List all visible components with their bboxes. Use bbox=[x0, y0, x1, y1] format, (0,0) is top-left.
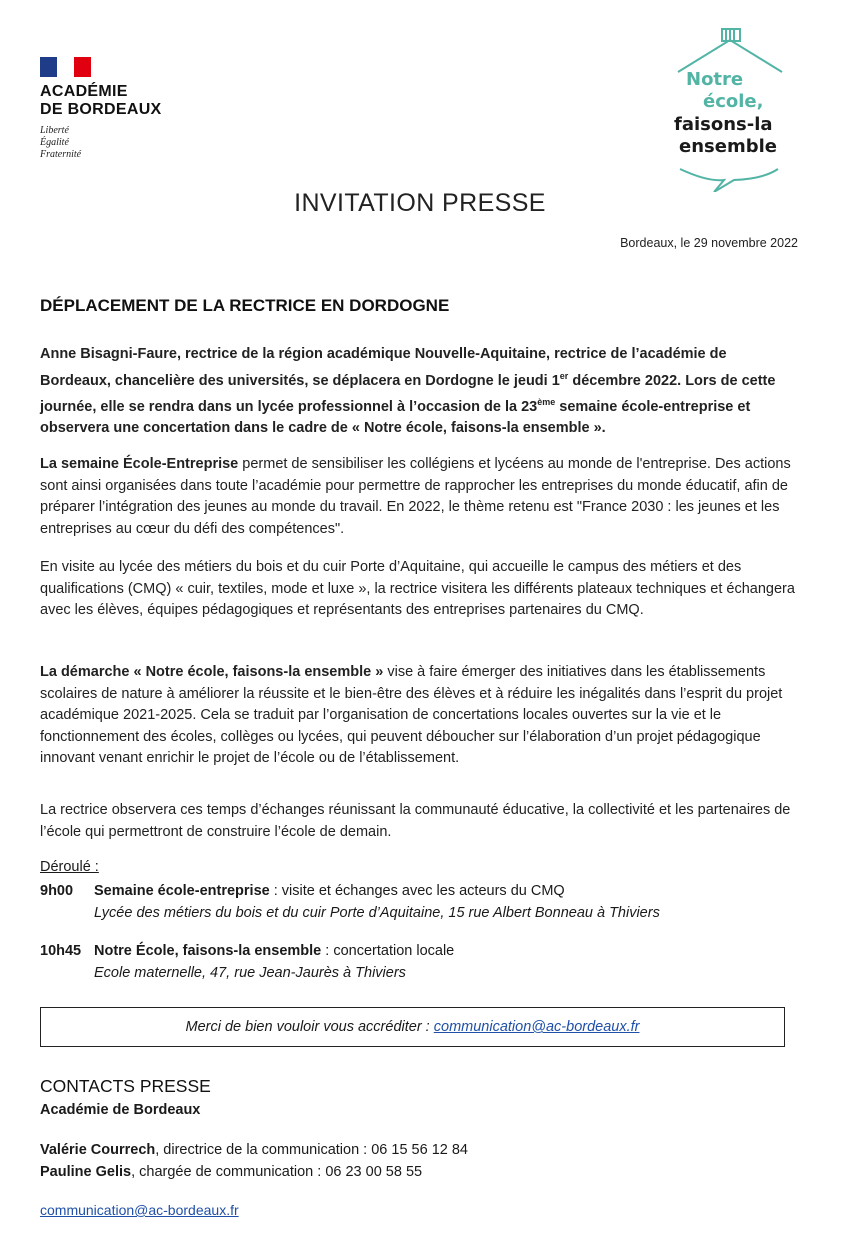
deroule-location-2: Ecole maternelle, 47, rue Jean-Jaurès à Thiviers bbox=[94, 965, 406, 981]
motto-liberte: Liberté bbox=[40, 125, 69, 136]
deroule-time: 9h00 bbox=[40, 883, 74, 899]
intro-paragraph: Anne Bisagni-Faure, rectrice de la région académique Nouvelle-Aquitaine, rectrice de l’académie de Bordeaux, chancelière des universités, se déplacera en Dordogne le jeudi 1er décembre 2022. Lors de cette journée, elle se rendra dans un lycée professionnel à l’occasion de la 23ème semaine école-entreprise et observera une concertation dans le cadre de « Notre école, faisons-la ensemble ». bbox=[40, 346, 776, 437]
campaign-line-3: faisons-la bbox=[674, 114, 773, 135]
contacts-org: Académie de Bordeaux bbox=[40, 1102, 201, 1118]
org-name-line1: ACADÉMIE bbox=[40, 83, 128, 100]
accreditation-box bbox=[40, 1007, 785, 1047]
deroule-item-1: 9h00 Semaine école-entreprise : visite et échanges avec les acteurs du CMQ bbox=[40, 881, 565, 902]
contact-row-2: Pauline Gelis, chargée de communication : 06 23 00 58 55 bbox=[40, 1164, 423, 1180]
deroule-location-1: Lycée des métiers du bois et du cuir Porte d’Aquitaine, 15 rue Albert Bonneau à Thiviers bbox=[94, 905, 660, 921]
document-title: INVITATION PRESSE bbox=[294, 189, 546, 217]
accreditation-text: Merci de bien vouloir vous accréditer : bbox=[185, 1019, 430, 1035]
contacts-title: CONTACTS PRESSE bbox=[40, 1076, 211, 1096]
headline: DÉPLACEMENT DE LA RECTRICE EN DORDOGNE bbox=[40, 296, 450, 315]
campaign-line-1: Notre bbox=[686, 69, 744, 90]
contact-row-1: Valérie Courrech, directrice de la communication : 06 15 56 12 84 bbox=[40, 1142, 468, 1158]
visite-paragraph: En visite au lycée des métiers du bois et du cuir Porte d’Aquitaine, qui accueille le campus des métiers et des qualifications (CMQ) « cuir, textiles, mode et luxe », la rectrice visitera les différents plateaux techniques et échangera avec les élèves, équipes pédagogiques et représentants des entreprises partenaires du CMQ. bbox=[40, 559, 795, 618]
dateline: Bordeaux, le 29 novembre 2022 bbox=[620, 236, 798, 250]
demarche-paragraph: La démarche « Notre école, faisons-la ensemble » vise à faire émerger des initiatives dans les établissements scolaires de nature à améliorer la réussite et le bien-être des élèves et à réduire les inégalités dans l’esprit du projet académique 2021-2025. Cela se traduit par l’organisation de concertations locales ouvertes sur la vie et le fonctionnement des écoles, collèges ou lycées, qui peuvent déboucher sur l’élaboration d’un projet pédagogique innovant venant enrichir le projet de l’école ou de l’établissement. bbox=[40, 664, 783, 766]
campaign-logo bbox=[668, 22, 793, 192]
deroule-item-2: 10h45 Notre École, faisons-la ensemble : concertation locale bbox=[40, 941, 454, 962]
contacts-email-link[interactable]: communication@ac-bordeaux.fr bbox=[40, 1202, 239, 1218]
deroule-label: Déroulé : bbox=[40, 859, 99, 875]
campaign-line-2: école, bbox=[703, 91, 764, 112]
accreditation-email-link[interactable]: communication@ac-bordeaux.fr bbox=[433, 1019, 640, 1035]
semaine-paragraph: La semaine École-Entreprise permet de sensibiliser les collégiens et lycéens au monde de l'entreprise. Des actions sont ainsi organisées dans toute l’académie pour permettre de rapprocher les entreprises du monde éducatif, afin de préparer l’intégration des jeunes au monde du travail. En 2022, le thème retenu est "France 2030 : les jeunes et les entreprises au cœur du défi des compétences". bbox=[40, 456, 791, 537]
academie-logo bbox=[40, 57, 220, 161]
deroule-time: 10h45 bbox=[40, 943, 82, 959]
observe-paragraph: La rectrice observera ces temps d’échanges réunissant la communauté éducative, la collectivité et les partenaires de l’école qui permettront de construire l’école de demain. bbox=[40, 802, 791, 840]
org-name-line2: DE BORDEAUX bbox=[40, 101, 162, 118]
motto-fraternite: Fraternité bbox=[40, 149, 82, 160]
campaign-line-4: ensemble bbox=[679, 136, 777, 157]
motto-egalite: Égalité bbox=[40, 137, 69, 148]
marianne-flag-icon bbox=[40, 57, 91, 77]
